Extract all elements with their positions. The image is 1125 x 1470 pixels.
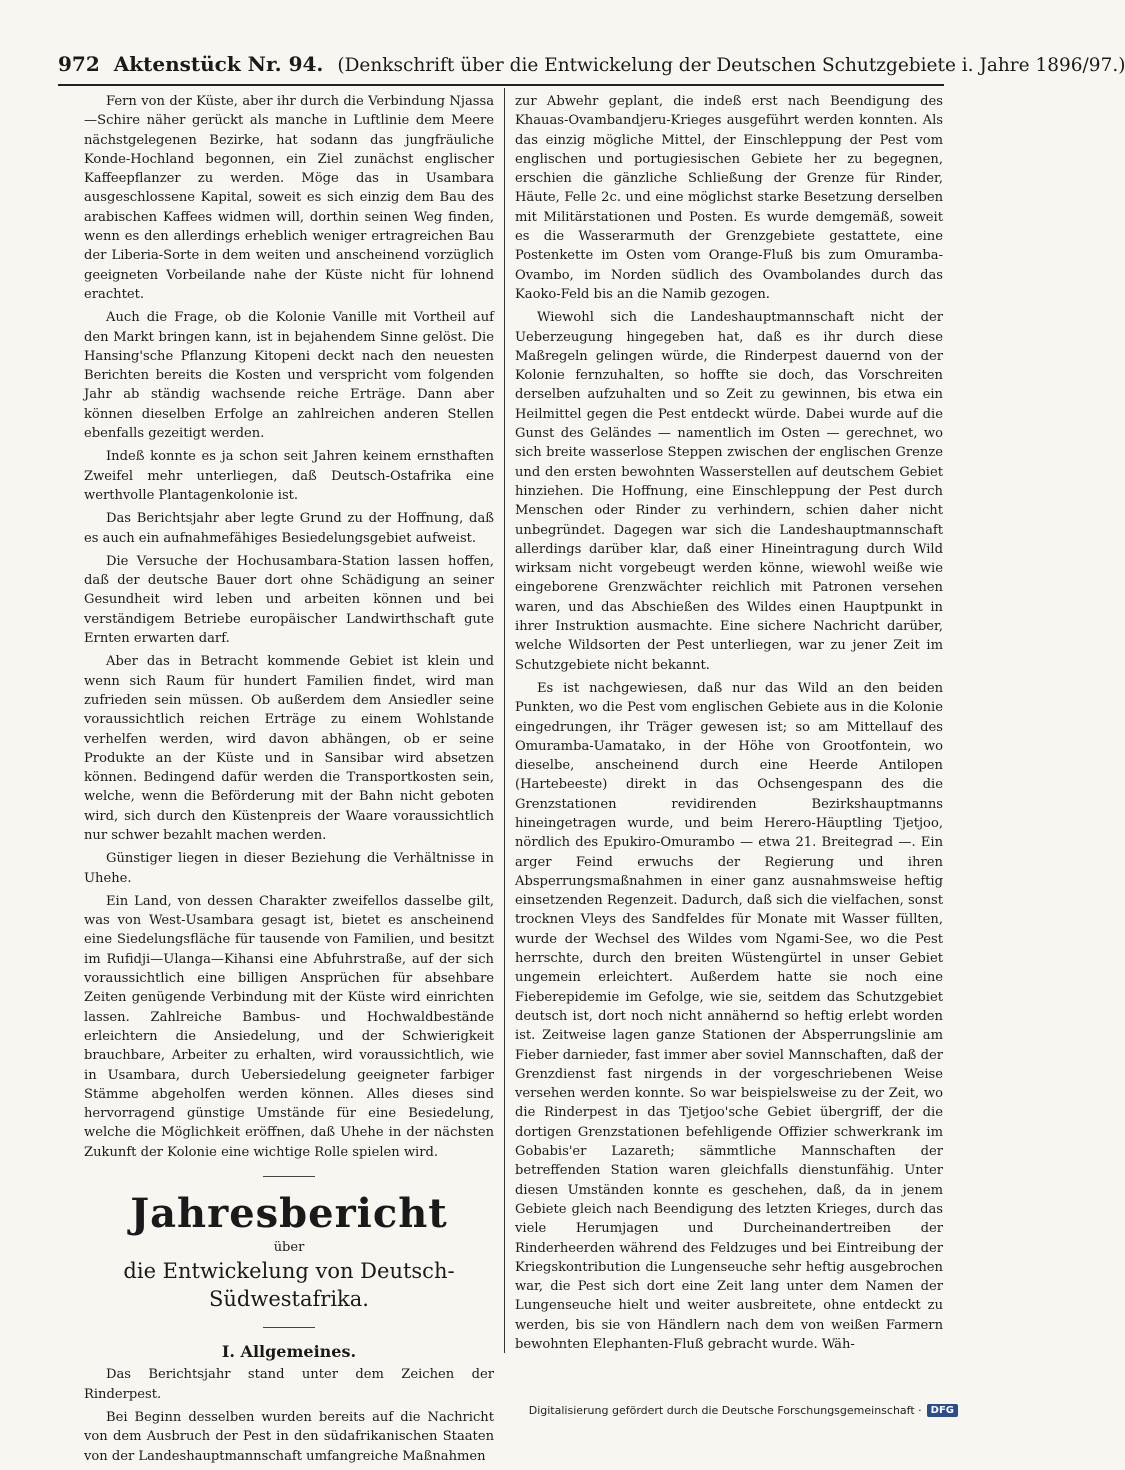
paragraph: Aber das in Betracht kommende Gebiet ist klein und wenn sich Raum für hundert Familien findet, wird man zufrieden sein müssen. Ob außerdem dem Ansiedler seine voraussichtlich reichen Erträge zu einem Wohlstande verhelfen werden, wird davon abhängen, ob er seine Produkte an der Küste und in Sansibar wird absetzen können. Bedingend dafür werden die Transportkosten sein, welche, wenn die Beförderung mit der Bahn nicht geboten wird, sich durch den Küstenpreis der Waare voraussichtlich nur schwer bezahlt machen werden. bbox=[84, 654, 494, 843]
page-number: 972 bbox=[58, 52, 100, 76]
paragraph: Ein Land, von dessen Charakter zweifellos dasselbe gilt, was von West-Usambara gesagt ist, bietet es anscheinend eine Siedelungsfläche für tausende von Familien, und besitzt im Rufidji—Ulanga—Kihansi eine Abfuhrstraße, auf der sich voraussichtlich eine billigen Ansprüchen für absehbare Zeiten genügende Verbindung mit der Küste wird einrichten lassen. Zahlreiche Bambus- und Hochwaldbestände erleichtern die Ansiedelung, und der Schwierigkeit brauchbare, Arbeiter zu erhalten, wird voraussichtlich, wie in Usambara, durch Uebersiedelung geeigneter farbiger Stämme abgeholfen werden können. Alles dieses sind hervorragend günstige Umstände für eine Besiedelung, welche die Möglichkeit eröffnen, daß Uhehe in der nächsten Zukunft der Kolonie eine wichtige Rolle spielen wird. bbox=[84, 893, 494, 1160]
section-separator bbox=[263, 1176, 315, 1177]
paragraph: Die Versuche der Hochusambara-Station lassen hoffen, daß der deutsche Bauer dort ohne Schädigung an seiner Gesundheit wird leben und arbeiten können und bei verständigem Betriebe europäischer Landwirthschaft gute Ernten erwarten darf. bbox=[84, 553, 494, 647]
paragraph: Das Berichtsjahr aber legte Grund zu der Hoffnung, daß es auch ein aufnahmefähiges Besiedelungsgebiet aufweist. bbox=[84, 511, 494, 546]
paragraph: Das Berichtsjahr stand unter dem Zeichen der Rinderpest. bbox=[84, 1367, 494, 1402]
paragraph: Es ist nachgewiesen, daß nur das Wild an den beiden Punkten, wo die Pest vom englischen Gebiete aus in die Kolonie eingedrungen, ihr Träger gewesen ist; so am Mittellauf des Omuramba-Uamatako, in der Höhe von Grootfontein, wo dieselbe, anscheinend durch eine Heerde Antilopen (Hartebeeste) direkt in das Ochsengespann des die Grenzstationen revidirenden Bezirkshauptmanns hineingetragen wurde, und beim Herero-Häuptling Tjetjoo, nördlich des Epukiro-Omurambo — etwa 21. Breitegrad —. Ein arger Feind erwuchs der Regierung und ihren Absperrungsmaßnahmen in einer ganz ausnahmsweise heftig einsetzenden Regenzeit. Dadurch, daß sich die vielfachen, sonst trocknen Vleys des Sandfeldes für Monate mit Wasser füllten, wurde der Wechsel des Wildes vom Ngami-See, wo die Pest herrschte, durch den breiten Wüstengürtel in unser Gebiet ungemein erleichtert. Außerdem hatte sie noch eine Fieberepidemie im Gefolge, wie sie, seitdem das Schutzgebiet deutsch ist, dort noch nicht annähernd so heftig erlebt worden ist. Zeitweise lagen ganze Stationen der Absperrungslinie am Fieber darnieder, fast immer aber soviel Mannschaften, daß der Grenzdienst fast nirgends in der vorgeschriebenen Weise versehen werden konnte. So war beispielsweise zu der Zeit, wo die Rinderpest in das Tjetjoo'sche Gebiet übergriff, der die dortigen Grenzstationen befehligende Offizier schwerkrank im Gobabis'er Lazareth; sämmtliche Mannschaften der betreffenden Station waren gleichfalls dienstunfähig. Unter diesen Umständen konnte es geschehen, daß, da in jenem Gebiete gleich nach Beendigung des letzten Krieges, durch das viele Herumjagen und Durcheinandertreiben der Rinderheerden während des Feldzuges und bei Eintreibung der Kriegskontribution die Lungenseuche sehr heftig ausgebrochen war, die Pest sich dort eine Zeit lang unter dem Namen der Lungenseuche hielt und weiter ausbreitete, ohne entdeckt zu werden, bis sie von Händlern nach dem von weißen Farmern bewohnten Elephanten-Fluß gebracht wurde. Wäh- bbox=[515, 680, 943, 1352]
right-column bbox=[515, 92, 943, 1358]
page-header bbox=[58, 52, 1125, 82]
digitization-credit bbox=[529, 1404, 958, 1417]
paragraph: zur Abwehr geplant, die indeß erst nach Beendigung des Khauas-Ovambandjeru-Krieges ausgeführt werden konnten. Als das einzig mögliche Mittel, der Einschleppung der Pest vom englischen und portugiesischen Gebiete her zu begegnen, erschien die gänzliche Schließung der Grenze für Rinder, Häute, Felle 2c. und eine möglichst starke Besetzung derselben mit Militärstationen und Posten. Es wurde demgemäß, soweit es die Wasserarmuth der Grenzgebiete gestattete, eine Postenkette im Osten vom Orange-Fluß bis zum Omuramba-Ovambo, im Norden südlich des Ovambolandes durch das Kaoko-Feld bis an die Namib gezogen. bbox=[515, 94, 943, 302]
paragraph: Auch die Frage, ob die Kolonie Vanille mit Vortheil auf den Markt bringen kann, ist in bejahendem Sinne gelöst. Die Hansing'sche Pflanzung Kitopeni deckt nach den neuesten Berichten bereits die Kosten und verspricht vom folgenden Jahr ab ständig wachsende reiche Erträge. Dann aber können dieselben Erfolge an zahlreichen anderen Stellen ebenfalls gezeitigt werden. bbox=[84, 310, 494, 442]
credit-text: Digitalisierung gefördert durch die Deutsche Forschungsgemeinschaft · bbox=[528, 1404, 922, 1417]
left-column bbox=[84, 92, 494, 1470]
document-title: (Denkschrift über die Entwickelung der Deutschen Schutzgebiete i. Jahre 1896/97.) bbox=[337, 55, 1125, 76]
dfg-logo: DFG bbox=[927, 1404, 958, 1417]
report-over: über bbox=[273, 1240, 305, 1256]
report-subtitle: die Entwickelung von Deutsch-Südwestafrika. bbox=[123, 1259, 455, 1312]
paragraph: Wiewohl sich die Landeshauptmannschaft nicht der Ueberzeugung hingegeben hat, daß es ihr durch diese Maßregeln gelingen würde, die Rinderpest dauernd von der Kolonie fernzuhalten, so hoffte sie doch, das Vorschreiten derselben aufzuhalten und so Zeit zu gewinnen, bis etwa ein Heilmittel gegen die Pest entdeckt würde. Dabei wurde auf die Gunst des Geländes — namentlich im Osten — gerechnet, wo sich breite wasserlose Steppen zwischen der englischen Grenze und den ersten bewohnten Wasserstellen auf deutschem Gebiet hinziehen. Die Hoffnung, eine Einschleppung der Pest durch Menschen oder Rinder zu verhindern, schien daher nicht unbegründet. Dagegen war sich die Landeshauptmannschaft allerdings darüber klar, daß einer Hineintragung durch Wild wirksam nicht vorgebeugt werden könne, wiewohl weiße wie eingeborene Grenzwächter reichlich mit Patronen versehen waren, und das Abschießen des Wildes einen Hauptpunkt in ihrer Instruktion ausmachte. Eine sichere Nachricht darüber, welche Wildsorten der Pest unterliegen, war zu jener Zeit im Schutzgebiete nicht bekannt. bbox=[515, 310, 943, 673]
paragraph: Fern von der Küste, aber ihr durch die Verbindung Njassa—Schire näher gerückt als manche in Luftlinie dem Meere nächstgelegenen Bezirke, hat sodann das jungfräuliche Konde-Hochland begonnen, ein Ziel zunächst englischer Kaffeepflanzer zu werden. Möge das in Usambara ausgeschlossene Kapital, soweit es sich einzig dem Bau des arabischen Kaffees widmen will, dorthin seinen Weg finden, wenn es den allerdings erheblich weniger ertragreichen Bau der Liberia-Sorte in dem weiten und anscheinend vorzüglich geeigneten Vorbeilande nahe der Küste nicht für lohnend erachtet. bbox=[84, 94, 494, 302]
column-divider bbox=[504, 88, 505, 1353]
document-reference: Aktenstück Nr. 94. bbox=[113, 52, 324, 76]
section-heading: I. Allgemeines. bbox=[221, 1342, 357, 1362]
paragraph: Bei Beginn desselben wurden bereits auf die Nachricht von dem Ausbruch der Pest in den südafrikanischen Staaten von der Landeshauptmannschaft umfangreiche Maßnahmen bbox=[84, 1409, 494, 1464]
header-rule bbox=[58, 84, 944, 86]
title-separator bbox=[263, 1327, 315, 1328]
paragraph: Indeß konnte es ja schon seit Jahren keinem ernsthaften Zweifel mehr unterliegen, daß Deutsch-Ostafrika eine werthvolle Plantagenkolonie ist. bbox=[84, 449, 494, 503]
paragraph: Günstiger liegen in dieser Beziehung die Verhältnisse in Uhehe. bbox=[84, 851, 494, 886]
report-title: Jahresbericht bbox=[130, 1190, 448, 1238]
